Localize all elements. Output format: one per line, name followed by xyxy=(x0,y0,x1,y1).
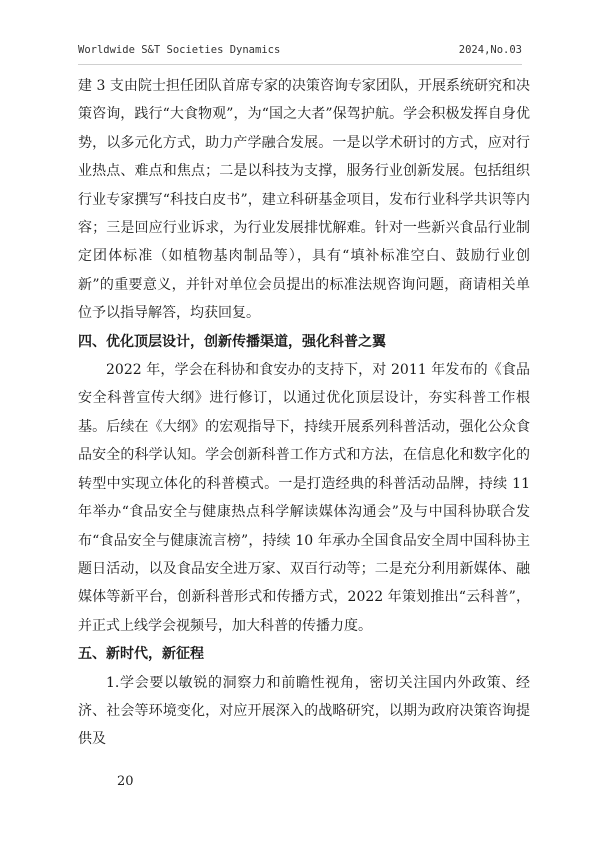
article-body xyxy=(78,72,530,754)
section-heading-4: 四、优化顶层设计，创新传播渠道，强化科普之翼 xyxy=(78,333,386,350)
continued-paragraph: 建 3 支由院士担任团队首席专家的决策咨询专家团队，开展系统研究和决策咨询，践行“大食物观”，为“国之大者”保驾护航。学会积极发挥自身优势，以多元化方式，助力产学融合发展。一是以学术研讨的方式，应对行业热点、难点和焦点；二是以科技为支撑，服务行业创新发展。包括组织行业专家撰写“科技白皮书”，建立科研基金项目，发布行业科学共识等内容；三是回应行业诉求，为行业发展排忧解难。针对一些新兴食品行业制定团体标准（如植物基肉制品等），具有“填补标准空白、鼓励行业创新”的重要意义，并针对单位会员提出的标准法规咨询问题，商请相关单位予以指导解答，均获回复。 xyxy=(78,78,530,322)
issue-number: 2024,No.03 xyxy=(458,44,522,56)
running-header xyxy=(78,42,522,58)
header-divider xyxy=(78,64,522,65)
page-number: 20 xyxy=(117,774,134,789)
section-5-paragraph: 1.学会要以敏锐的洞察力和前瞻性视角，密切关注国内外政策、经济、社会等环境变化，对应开展深入的战略研究，以期为政府决策咨询提供及 xyxy=(78,674,530,748)
section-heading-5: 五、新时代，新征程 xyxy=(78,646,204,663)
section-4-paragraph: 2022 年，学会在科协和食安办的支持下，对 2011 年发布的《食品安全科普宣传大纲》进行修订，以通过优化顶层设计，夯实科普工作根基。后续在《大纲》的宏观指导下，持续开展系列科普活动，强化公众食品安全的科学认知。学会创新科普工作方式和方法，在信息化和数字化的转型中实现立体化的科普模式。一是打造经典的科普活动品牌，持续 11 年举办“食品安全与健康热点科学解读媒体沟通会”及与中国科协联合发布“食品安全与健康流言榜”，持续 10 年承办全国食品安全周中国科协主题日活动，以及食品安全进万家、双百行动等；二是充分利用新媒体、融媒体等新平台，创新科普形式和传播方式，2022 年策划推出“云科普”，并正式上线学会视频号，加大科普的传播力度。 xyxy=(78,362,530,634)
journal-title: Worldwide S&T Societies Dynamics xyxy=(78,44,281,56)
